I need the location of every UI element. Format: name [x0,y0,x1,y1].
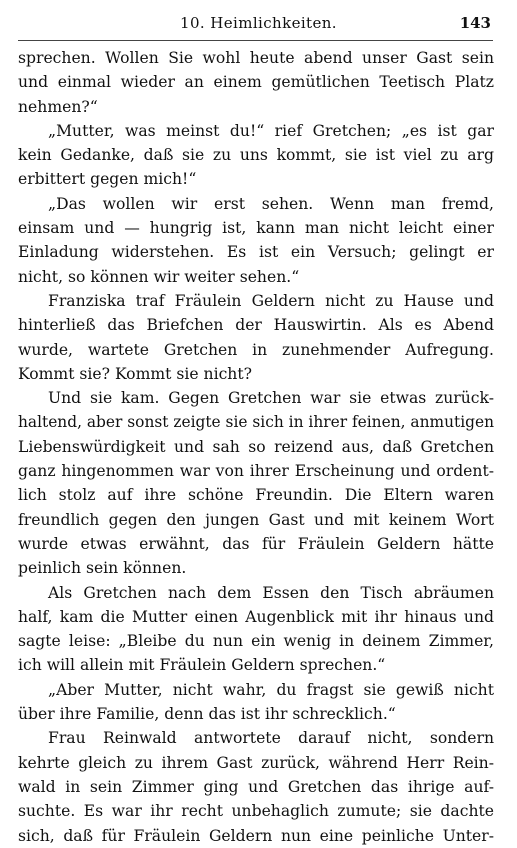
text-line: freundlich gegen den jungen Gast und mit keinem Wort [18,510,494,529]
text-line: „Aber Mutter, nicht wahr, du fragst sie gewiß nicht [48,680,494,699]
text-line: Und sie kam. Gegen Gretchen war sie etwas zurück- [48,389,494,408]
text-line: nehmen?“ [18,97,98,116]
running-header [0,6,517,36]
text-line: nicht, so können wir weiter sehen.“ [18,267,300,286]
text-line: hinterließ das Briefchen der Hauswirtin. Als es Abend [18,316,494,335]
text-line: Als Gretchen nach dem Essen den Tisch abräumen [48,583,494,602]
text-line: „Das wollen wir erst sehen. Wenn man fremd, [48,194,494,213]
text-line: sich, daß für Fräulein Geldern nun eine peinliche Unter- [18,826,494,845]
text-line: kehrte gleich zu ihrem Gast zurück, während Herr Rein- [18,753,494,772]
body-text [18,46,494,848]
text-line: einsam und — hungrig ist, kann man nicht leicht einer [18,219,494,238]
text-line: ganz hingenommen war von ihrer Erscheinung und ordent- [18,462,494,481]
text-line: kein Gedanke, daß sie zu uns kommt, sie ist viel zu arg [18,146,494,165]
text-line: lich stolz auf ihre schöne Freundin. Die Eltern waren [18,486,494,505]
text-line: ich will allein mit Fräulein Geldern sprechen.“ [18,656,386,675]
page-number: 143 [459,14,491,32]
text-line: haltend, aber sonst zeigte sie sich in ihrer feinen, anmutigen [18,413,494,432]
text-line: Franziska traf Fräulein Geldern nicht zu Hause und [48,291,494,310]
text-line: über ihre Familie, denn das ist ihr schrecklich.“ [18,705,396,724]
text-line: Einladung widerstehen. Es ist ein Versuch; gelingt er [18,243,494,262]
text-line: sagte leise: „Bleibe du nun ein wenig in deinem Zimmer, [18,632,494,651]
text-line: Frau Reinwald antwortete darauf nicht, sondern [48,729,494,748]
chapter-title: 10. Heimlichkeiten. [180,14,337,32]
text-line: sprechen. Wollen Sie wohl heute abend unser Gast sein [18,49,494,67]
text-line: „Mutter, was meinst du!“ rief Gretchen; „es ist gar [48,121,494,140]
text-line: peinlich sein können. [18,559,187,578]
text-line: Liebenswürdigkeit und sah so reizend aus, daß Gretchen [18,437,494,456]
text-line: suchte. Es war ihr recht unbehaglich zumute; sie dachte [18,802,494,821]
text-line: half, kam die Mutter einen Augenblick mit ihr hinaus und [18,607,494,626]
text-line: wald in sein Zimmer ging und Gretchen das ihrige auf- [18,777,494,796]
text-line: und einmal wieder an einem gemütlichen Teetisch Platz [18,73,494,92]
header-rule [18,40,493,41]
text-line: erbittert gegen mich!“ [18,170,197,189]
text-line: Kommt sie? Kommt sie nicht? [18,364,252,383]
text-line: wurde etwas erwähnt, das für Fräulein Geldern hätte [18,534,494,553]
text-line: wurde, wartete Gretchen in zunehmender Aufregung. [18,340,494,359]
